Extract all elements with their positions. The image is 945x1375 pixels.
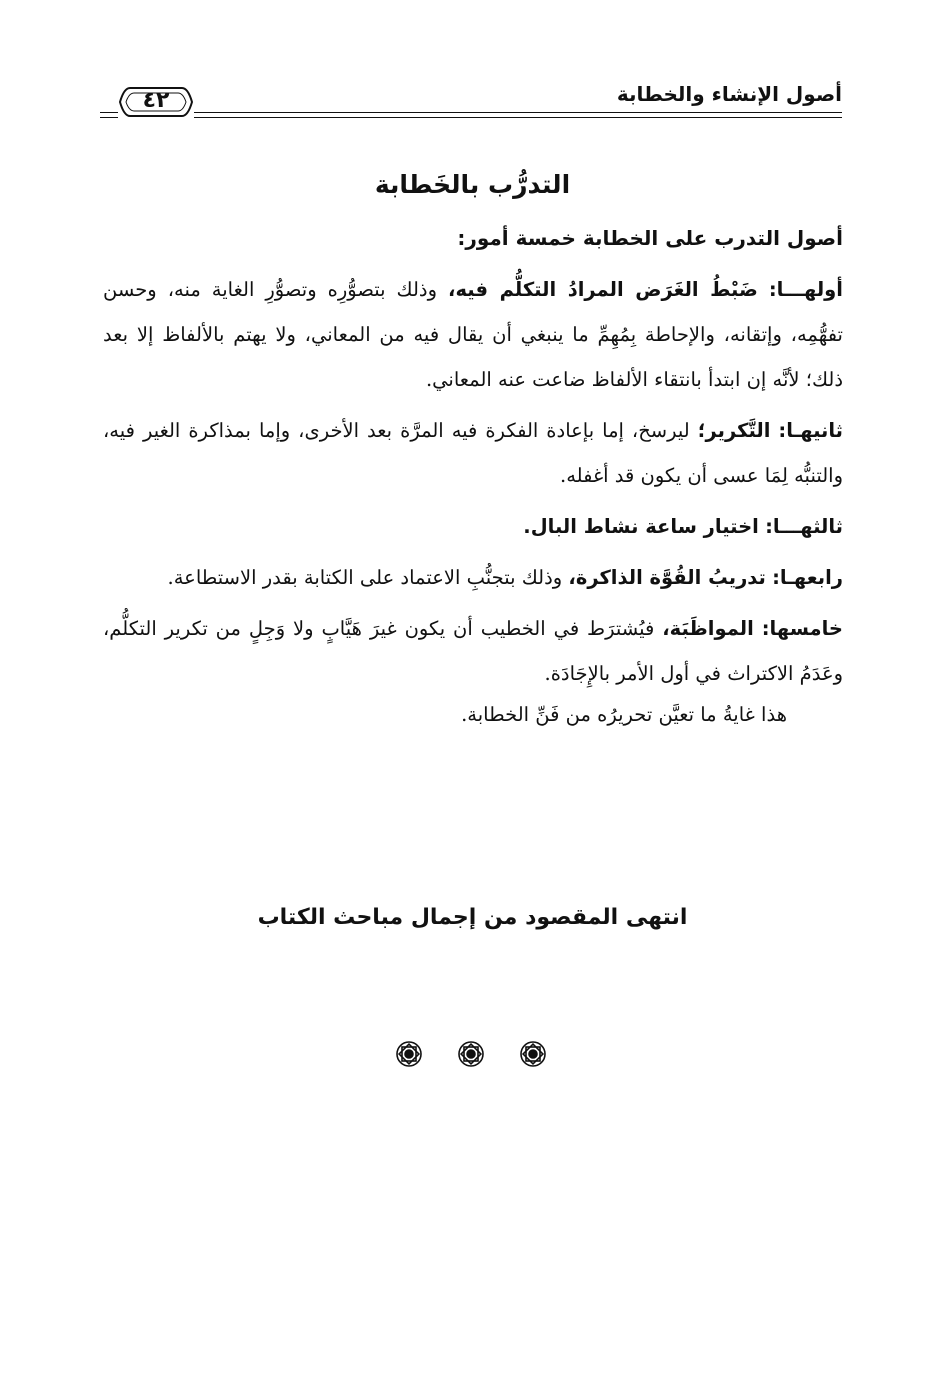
body-text [103,216,843,740]
point-2-text: ليرسخ، إما بإعادة الفكرة فيه المرَّة بعد الأخرى، وإما بمذاكرة الغير فيه، والتنبُّه لِمَا عسى أن يكون قد أغفله. [103,419,843,487]
point-3-label: ثالثهـــا: [765,515,843,538]
point-3 [103,504,843,549]
point-5-text: فيُشترَط في الخطيب أن يكون غيرَ هَيَّابٍ ولا وَجِلٍ من تكرير التكلُّم، وعَدَمُ الاكتراث في أول الأمر بالإِجَادَة. [103,617,843,685]
header-rule-top [100,112,842,113]
header-rule-bottom [100,117,842,118]
end-note: انتهى المقصود من إجمال مباحث الكتاب [257,905,688,930]
point-1 [103,267,843,402]
point-4-emphasis: تدريبُ القُوَّة الذاكرة، [568,566,766,589]
running-header [100,78,842,134]
point-5-label: خامسها: [761,617,843,640]
point-1-text: وذلك بتصوُّرِه وتصوُّرِ الغاية منه، وحسن تفهُّمِه، وإتقانه، والإحاطة بِمُهِمِّ ما ينبغي أن يقال فيه من المعاني، ولا يهتم بالألفاظ إلا بعد ذلك؛ لأنَّه إن ابتدأ بانتقاء الألفاظ ضاعت عنه المعاني. [103,278,843,391]
rosette-ornament-icon [457,1040,485,1068]
section-title: التدرُّب بالخَطابة [374,170,571,199]
point-1-label: أولهـــا: [768,278,843,301]
closing-line: هذا غايةُ ما تعيَّن تحريرُه من فَنِّ الخطابة. [461,703,787,726]
point-2-label: ثانيهـا: [778,419,844,442]
point-2-emphasis: التَّكرير؛ [697,419,771,442]
point-1-emphasis: ضَبْطُ الغَرَض المرادُ التكلُّم فيه، [448,278,758,301]
page-number: ٤٢ [142,88,170,113]
page-number-frame [118,82,194,122]
rosette-ornament-icon [519,1040,547,1068]
rosette-ornament-icon [395,1040,423,1068]
point-4 [103,555,843,600]
point-5 [103,606,843,696]
point-4-label: رابعهـا: [772,566,843,589]
intro-line: أصول التدرب على الخطابة خمسة أمور: [457,226,843,250]
running-header-title: أصول الإنشاء والخطابة [616,82,842,106]
point-5-emphasis: المواظَبَة، [662,617,754,640]
point-2 [103,408,843,498]
point-4-text: وذلك بتجنُّبِ الاعتماد على الكتابة بقدر الاستطاعة. [167,566,563,589]
point-3-emphasis: اختيار ساعة نشاط البال. [523,515,759,538]
ornament-row [395,1040,555,1070]
